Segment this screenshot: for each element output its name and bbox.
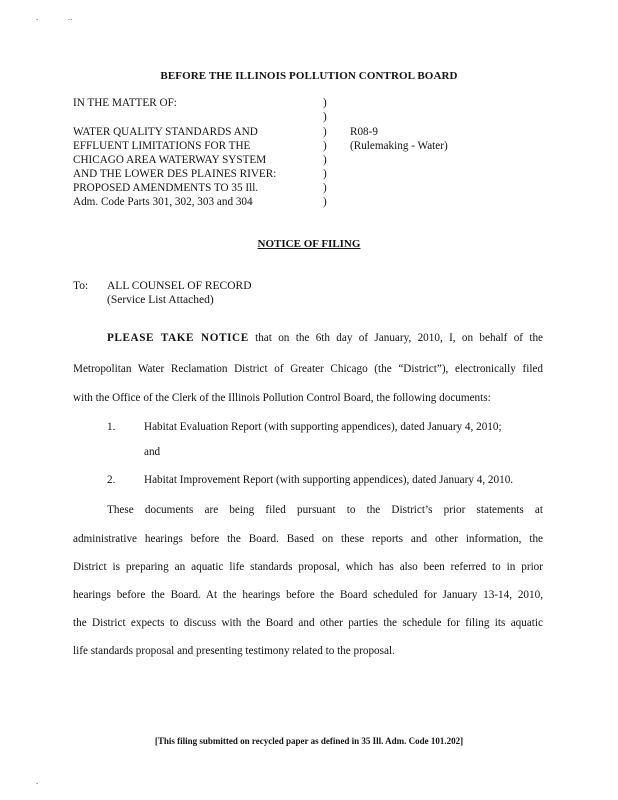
notice-lead: PLEASE TAKE NOTICE bbox=[107, 332, 249, 344]
caption-line: EFFLUENT LIMITATIONS FOR THE bbox=[73, 140, 251, 152]
paragraph-line: hearings before the Board. At the hearings before the Board scheduled for January 13-14, 2010, bbox=[73, 589, 543, 601]
item-number: 2. bbox=[107, 474, 116, 486]
page-title: BEFORE THE ILLINOIS POLLUTION CONTROL BOARD bbox=[160, 70, 458, 82]
scan-mark: . bbox=[36, 12, 39, 22]
item-text: and bbox=[144, 446, 161, 458]
paragraph-line: District is preparing an aquatic life standards proposal, which has also been referred to in prior bbox=[73, 561, 543, 573]
scan-mark: . bbox=[36, 776, 39, 786]
recipient-line: ALL COUNSEL OF RECORD bbox=[107, 280, 252, 292]
caption-line: CHICAGO AREA WATERWAY SYSTEM bbox=[73, 154, 267, 166]
caption-paren: ) bbox=[323, 196, 327, 208]
paragraph-line: the District expects to discuss with the Board and other parties the schedule for filing its aquatic bbox=[73, 617, 543, 629]
scan-mark: .. bbox=[68, 12, 73, 22]
notice-text: that on the 6th day of January, 2010, I, on behalf of the bbox=[255, 332, 544, 344]
paragraph-line: Metropolitan Water Reclamation District of Greater Chicago (the “District”), electronically filed bbox=[73, 363, 543, 375]
docket-type: (Rulemaking - Water) bbox=[350, 140, 448, 152]
paragraph-line: These documents are being filed pursuant to the District’s prior statements at bbox=[107, 504, 543, 516]
item-text: Habitat Evaluation Report (with supporting appendices), dated January 4, 2010; bbox=[144, 421, 502, 433]
caption-paren: ) bbox=[323, 154, 327, 166]
item-number: 1. bbox=[107, 421, 116, 433]
caption-paren: ) bbox=[323, 182, 327, 194]
caption-paren: ) bbox=[323, 126, 327, 138]
caption-paren: ) bbox=[323, 140, 327, 152]
notice-title: NOTICE OF FILING bbox=[257, 238, 361, 250]
recipient-note: (Service List Attached) bbox=[107, 293, 214, 306]
caption-paren: ) bbox=[323, 168, 327, 180]
caption-paren: ) bbox=[323, 111, 327, 123]
caption-line: Adm. Code Parts 301, 302, 303 and 304 bbox=[73, 196, 253, 208]
docket-number: R08-9 bbox=[350, 126, 378, 138]
to-recipient bbox=[107, 280, 252, 307]
caption-line: AND THE LOWER DES PLAINES RIVER: bbox=[73, 168, 277, 180]
caption-line: WATER QUALITY STANDARDS AND bbox=[73, 126, 258, 138]
caption-line: PROPOSED AMENDMENTS TO 35 Ill. bbox=[73, 182, 259, 194]
paragraph-line bbox=[107, 332, 543, 344]
paragraph-line: with the Office of the Clerk of the Illinois Pollution Control Board, the following documents: bbox=[73, 392, 491, 404]
to-label: To: bbox=[73, 280, 89, 292]
item-text: Habitat Improvement Report (with supporting appendices), dated January 4, 2010. bbox=[144, 474, 514, 486]
paragraph-line: administrative hearings before the Board. Based on these reports and other information, the bbox=[73, 533, 543, 545]
paragraph-line: life standards proposal and presenting testimony related to the proposal. bbox=[73, 645, 395, 657]
page-footer: [This filing submitted on recycled paper as defined in 35 Ill. Adm. Code 101.202] bbox=[154, 736, 464, 746]
caption-paren: ) bbox=[323, 97, 327, 109]
caption-line: IN THE MATTER OF: bbox=[73, 97, 177, 109]
